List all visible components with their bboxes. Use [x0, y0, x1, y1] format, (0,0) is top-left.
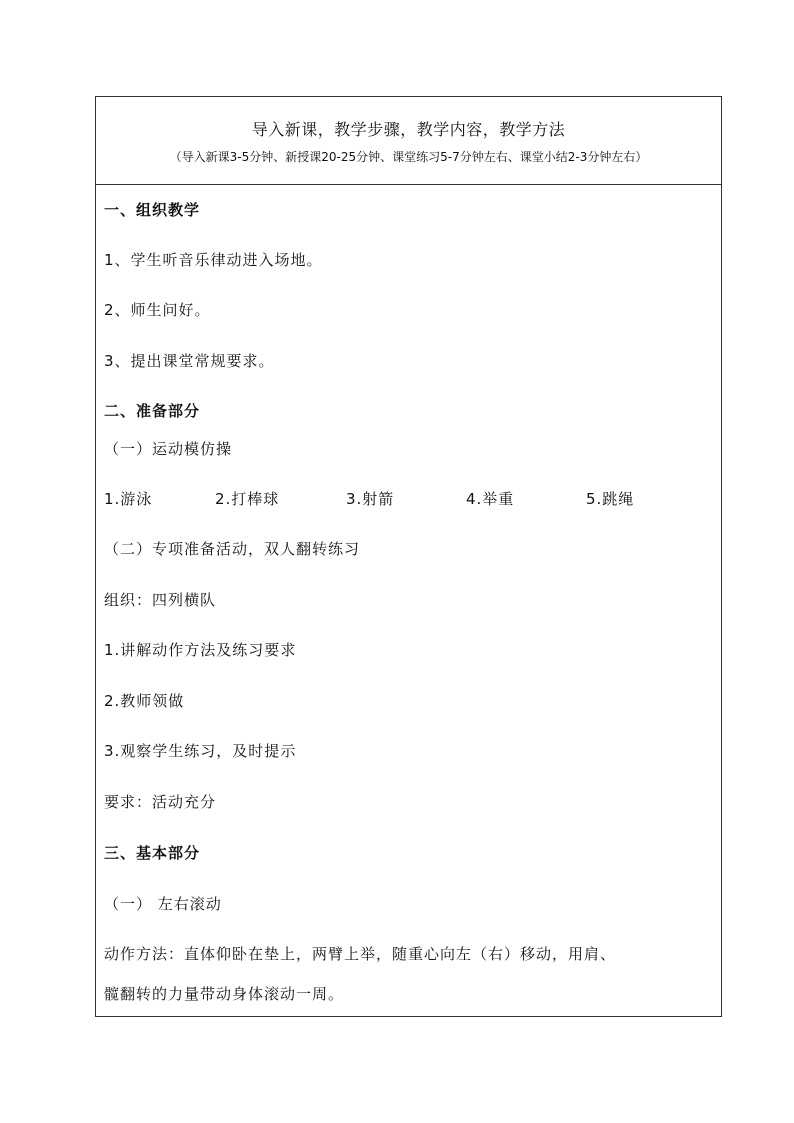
- s3-sub-heading-1: （一） 左右滚动: [104, 895, 222, 913]
- s2-step-3: 3.观察学生练习，及时提示: [104, 742, 297, 760]
- s2-requirement: 要求：活动充分: [104, 793, 217, 811]
- move-item: 1.游泳: [104, 490, 153, 508]
- s2-sub-heading-2: （二）专项准备活动，双人翻转练习: [104, 540, 361, 558]
- s2-step-2: 2.教师领做: [104, 692, 185, 710]
- section-heading-basic: 三、基本部分: [104, 844, 201, 862]
- s3-method-line-2: 髋翻转的力量带动身体滚动一周。: [104, 985, 345, 1003]
- move-item: 4.举重: [466, 490, 515, 508]
- move-item: 5.跳绳: [586, 490, 635, 508]
- s2-moves-row: [104, 488, 704, 510]
- s2-sub-heading-1: （一）运动模仿操: [104, 440, 233, 458]
- header-subtitle: （导入新课3-5分钟、新授课20-25分钟、课堂练习5-7分钟左右、课堂小结2-3分钟左右）: [169, 150, 648, 164]
- header-title: 导入新课，教学步骤，教学内容，教学方法: [251, 120, 566, 139]
- s2-organization: 组织：四列横队: [104, 591, 217, 609]
- s1-item-3: 3、提出课堂常规要求。: [104, 352, 275, 370]
- lesson-plan-table: [95, 96, 722, 1017]
- s1-item-2: 2、师生问好。: [104, 301, 211, 319]
- section-heading-organize: 一、组织教学: [104, 201, 201, 219]
- s3-method-line-1: 动作方法：直体仰卧在垫上，两臂上举，随重心向左（右）移动，用肩、: [104, 945, 617, 963]
- s1-item-1: 1、学生听音乐律动进入场地。: [104, 251, 323, 269]
- section-heading-prep: 二、准备部分: [104, 402, 201, 420]
- move-item: 3.射箭: [346, 490, 395, 508]
- move-item: 2.打棒球: [215, 490, 280, 508]
- s2-step-1: 1.讲解动作方法及练习要求: [104, 641, 297, 659]
- table-header: [96, 97, 721, 185]
